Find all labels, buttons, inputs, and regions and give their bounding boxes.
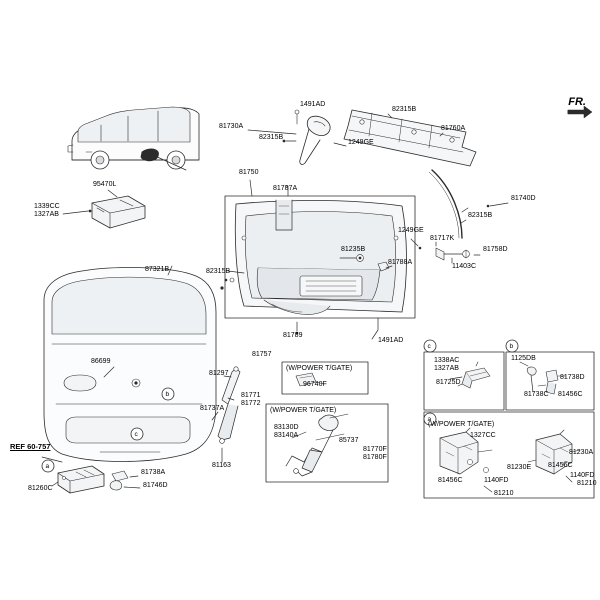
callout-11403C: 11403C [452, 263, 477, 270]
callout-81788A: 81788A [388, 259, 413, 266]
callout-81789: 81789 [283, 332, 303, 339]
callout-81163: 81163 [212, 462, 231, 469]
callout-81210-right: 81210 [577, 480, 597, 487]
callout-1327CC: 1327CC [470, 432, 496, 439]
callout-1327AB-2: 1327AB [434, 365, 459, 372]
callout-1249GE-top: 1249GE [348, 139, 374, 146]
note-power-tgate-1: (W/POWER T/GATE) [286, 365, 353, 372]
note-power-tgate-3: (W/POWER T/GATE) [428, 421, 495, 428]
marker-a: a [427, 415, 432, 423]
callout-95470L: 95470L [93, 181, 117, 188]
callout-82315B-2: 82315B [259, 134, 284, 141]
part-81740d [429, 170, 462, 238]
callout-1338AC: 1338AC [434, 357, 460, 364]
callout-85737: 85737 [339, 437, 359, 444]
callout-81297: 81297 [209, 370, 229, 377]
callout-96740F: 96740F [303, 381, 327, 388]
callout-1140FD-right: 1140FD [570, 472, 595, 479]
callout-81260C: 81260C [28, 485, 53, 492]
callout-1125DB: 1125DB [511, 355, 536, 362]
callout-81738A: 81738A [141, 469, 166, 476]
hardware-81717k [436, 248, 469, 260]
callout-81738C: 81738C [524, 391, 549, 398]
marker-b-2: b [165, 390, 170, 398]
callout-82315B-4: 82315B [206, 268, 231, 275]
callout-1327AB: 1327AB [34, 211, 59, 218]
callout-81772: 81772 [241, 400, 261, 407]
module-95470l [92, 196, 145, 228]
marker-a-2: a [45, 462, 50, 470]
callout-1140FD: 1140FD [484, 477, 509, 484]
callout-87321B: 87321B [145, 266, 170, 273]
callout-81757: 81757 [252, 351, 272, 358]
callout-81758D: 81758D [483, 246, 508, 253]
callout-1491AD-top: 1491AD [300, 101, 326, 108]
callout-83130D: 83130D [274, 424, 299, 431]
callout-81456C-3: 81456C [438, 477, 463, 484]
callout-81235B: 81235B [341, 246, 366, 253]
callout-81230A: 81230A [569, 449, 594, 456]
callout-81725D: 81725D [436, 379, 461, 386]
marker-c: c [427, 342, 431, 350]
callout-81740D: 81740D [511, 195, 536, 202]
callout-81210: 81210 [494, 490, 514, 497]
callout-82315B-top: 82315B [392, 106, 417, 113]
vehicle-illustration [68, 107, 199, 170]
callout-83140A: 83140A [274, 432, 299, 439]
orientation-marker: FR. [568, 96, 586, 108]
callout-81738D: 81738D [560, 374, 585, 381]
box-81770f [266, 404, 388, 482]
lamp-81260c [58, 466, 104, 493]
marker-c-2: c [134, 430, 138, 438]
callout-81456C-2: 81456C [548, 462, 573, 469]
callout-81787A: 81787A [273, 185, 298, 192]
callout-86699: 86699 [91, 358, 111, 365]
callout-81750: 81750 [239, 169, 259, 176]
tailgate-trim-panel [225, 196, 415, 318]
callout-81770F: 81770F [363, 446, 387, 453]
callout-1249GE-2: 1249GE [398, 227, 424, 234]
callout-81730A: 81730A [219, 123, 244, 130]
marker-b: b [509, 342, 514, 350]
callout-81717K: 81717K [430, 235, 455, 242]
note-power-tgate-2: (W/POWER T/GATE) [270, 407, 337, 414]
callout-81780F: 81780F [363, 454, 387, 461]
callout-1339CC: 1339CC [34, 203, 60, 210]
callout-82315B-3: 82315B [468, 212, 493, 219]
callout-81737A: 81737A [200, 405, 225, 412]
tailgate-upper-garnish [344, 110, 476, 166]
callout-81230E: 81230E [507, 464, 532, 471]
callout-81746D: 81746D [143, 482, 168, 489]
callout-81771: 81771 [241, 392, 261, 399]
tailgate-shell [44, 267, 216, 461]
part-81730a [295, 110, 330, 164]
callout-1491AD-2: 1491AD [378, 337, 404, 344]
callout-81760A: 81760A [441, 125, 466, 132]
reference-note: REF 60-757 [10, 442, 51, 451]
callout-81456C-1: 81456C [558, 391, 583, 398]
